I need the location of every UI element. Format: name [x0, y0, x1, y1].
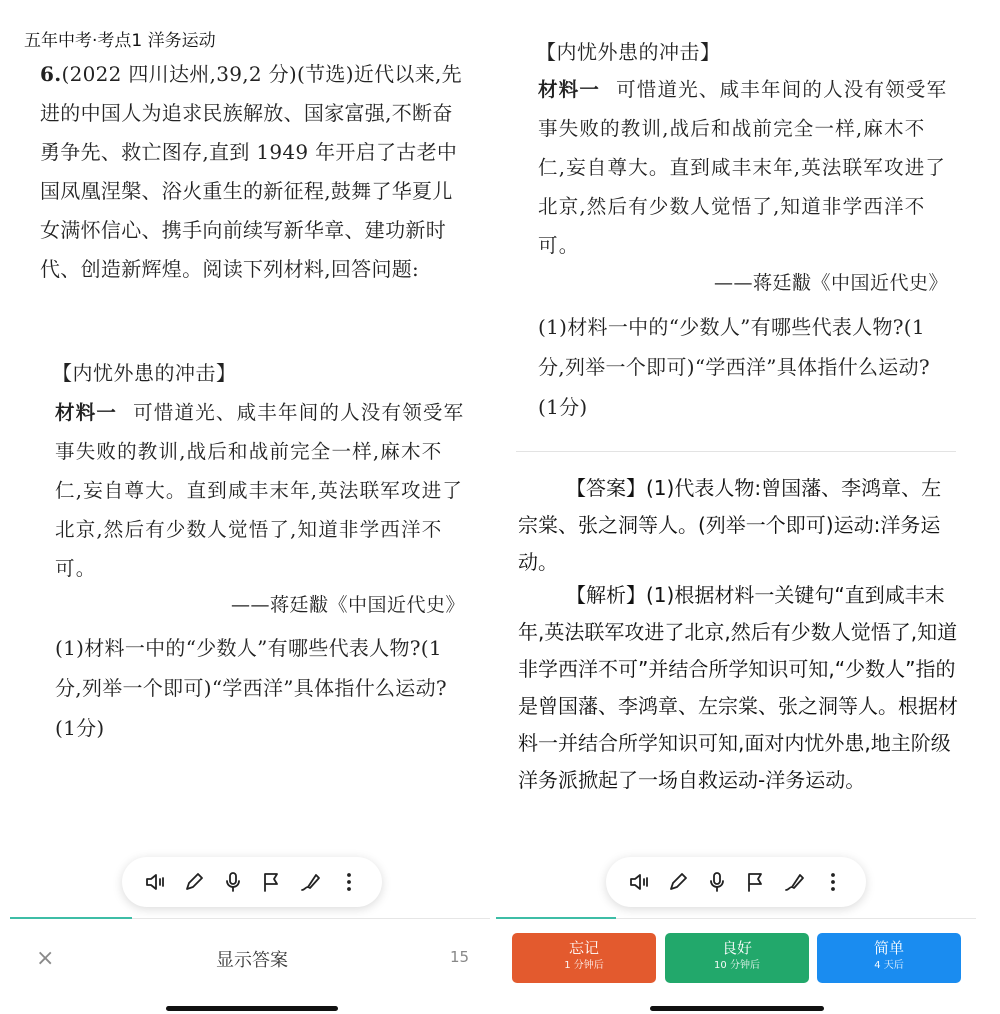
question-number: 6. [40, 62, 62, 86]
rate-again-button[interactable] [512, 933, 656, 983]
progress-fill [10, 917, 132, 919]
answer-divider [516, 451, 956, 452]
rate-easy-label: 简单 [873, 939, 904, 957]
answer-card-panel [496, 0, 1000, 1014]
rate-easy-button[interactable] [817, 933, 961, 983]
question-card-panel [0, 0, 492, 1014]
rate-good-label: 良好 [721, 939, 752, 957]
rate-again-interval: 1 分钟后 [564, 960, 604, 971]
microphone-icon[interactable] [220, 869, 246, 895]
analysis-block [518, 577, 958, 799]
question-intro: (2022 四川达州,39,2 分)(节选)近代以来,先进的中国人为追求民族解放、国家富强,不断奋勇争先、救亡图存,直到 1949 年开启了古老中国凤凰涅槃、浴火重生的新征程,鼓舞了华夏儿女满怀信心、携手向前续写新华章、建功新时代、创造新辉煌。阅读下列材料,回答问题: [40, 62, 462, 281]
answer-text: (1)代表人物:曾国藩、李鸿章、左宗棠、张之洞等人。(列举一个即可)运动:洋务运动。 [518, 476, 942, 574]
material-source: ——蒋廷黻《中国近代史》 [713, 272, 948, 294]
analysis-text: (1)根据材料一关键句“直到咸丰末年,英法联军攻进了北京,然后有少数人觉悟了,知道非学西洋不可”并结合所学知识可知,“少数人”指的是曾国藩、李鸿章、左宗棠、张之洞等人。根据材料一并结合所学知识可知,面对内忧外患,地主阶级洋务派掀起了一场自救运动-洋务运动。 [518, 583, 958, 792]
pencil-icon[interactable] [665, 869, 691, 895]
marker-icon[interactable] [297, 869, 323, 895]
progress-fill [496, 917, 616, 919]
sub-question: (1)材料一中的“少数人”有哪些代表人物?(1分,列举一个即可)“学西洋”具体指什么运动?(1分) [55, 636, 447, 740]
bottom-bar [0, 930, 492, 986]
rate-good-interval: 10 分钟后 [714, 960, 760, 971]
material-label: 材料一 [55, 401, 118, 424]
microphone-icon[interactable] [704, 869, 730, 895]
rate-easy-interval: 4 天后 [874, 960, 904, 971]
flag-icon[interactable] [258, 869, 284, 895]
deck-title: 五年中考·考点1 洋务运动 [24, 31, 216, 51]
more-vertical-icon[interactable] [336, 869, 362, 895]
speaker-icon[interactable] [142, 869, 168, 895]
rate-again-label: 忘记 [568, 939, 599, 957]
sub-question: (1)材料一中的“少数人”有哪些代表人物?(1分,列举一个即可)“学西洋”具体指什么运动?(1分) [538, 315, 930, 419]
flag-icon[interactable] [742, 869, 768, 895]
analysis-tag: 【解析】 [566, 583, 646, 607]
marker-icon[interactable] [781, 869, 807, 895]
close-button[interactable]: × [36, 946, 55, 971]
rate-good-button[interactable] [665, 933, 809, 983]
answer-block [518, 470, 958, 581]
answer-tag: 【答案】 [566, 476, 646, 500]
home-indicator [650, 1006, 824, 1011]
section-heading: 【内忧外患的冲击】 [52, 361, 237, 385]
remaining-count: 15 [450, 948, 470, 966]
material-text: 可惜道光、咸丰年间的人没有领受军事失败的教训,战后和战前完全一样,麻木不仁,妄自尊大。直到咸丰末年,英法联军攻进了北京,然后有少数人觉悟了,知道非学西洋不可。 [538, 78, 948, 257]
card-toolbar [122, 857, 382, 907]
material-one [538, 70, 948, 265]
material-label: 材料一 [538, 78, 601, 101]
material-one [55, 393, 465, 588]
material-source: ——蒋廷黻《中国近代史》 [230, 594, 465, 616]
question-text [40, 55, 465, 289]
show-answer-button[interactable]: 显示答案 [216, 950, 288, 971]
material-text: 可惜道光、咸丰年间的人没有领受军事失败的教训,战后和战前完全一样,麻木不仁,妄自尊大。直到咸丰末年,英法联军攻进了北京,然后有少数人觉悟了,知道非学西洋不可。 [55, 401, 465, 580]
section-heading: 【内忧外患的冲击】 [536, 40, 721, 64]
speaker-icon[interactable] [626, 869, 652, 895]
card-toolbar [606, 857, 866, 907]
more-vertical-icon[interactable] [820, 869, 846, 895]
pencil-icon[interactable] [181, 869, 207, 895]
home-indicator [166, 1006, 338, 1011]
